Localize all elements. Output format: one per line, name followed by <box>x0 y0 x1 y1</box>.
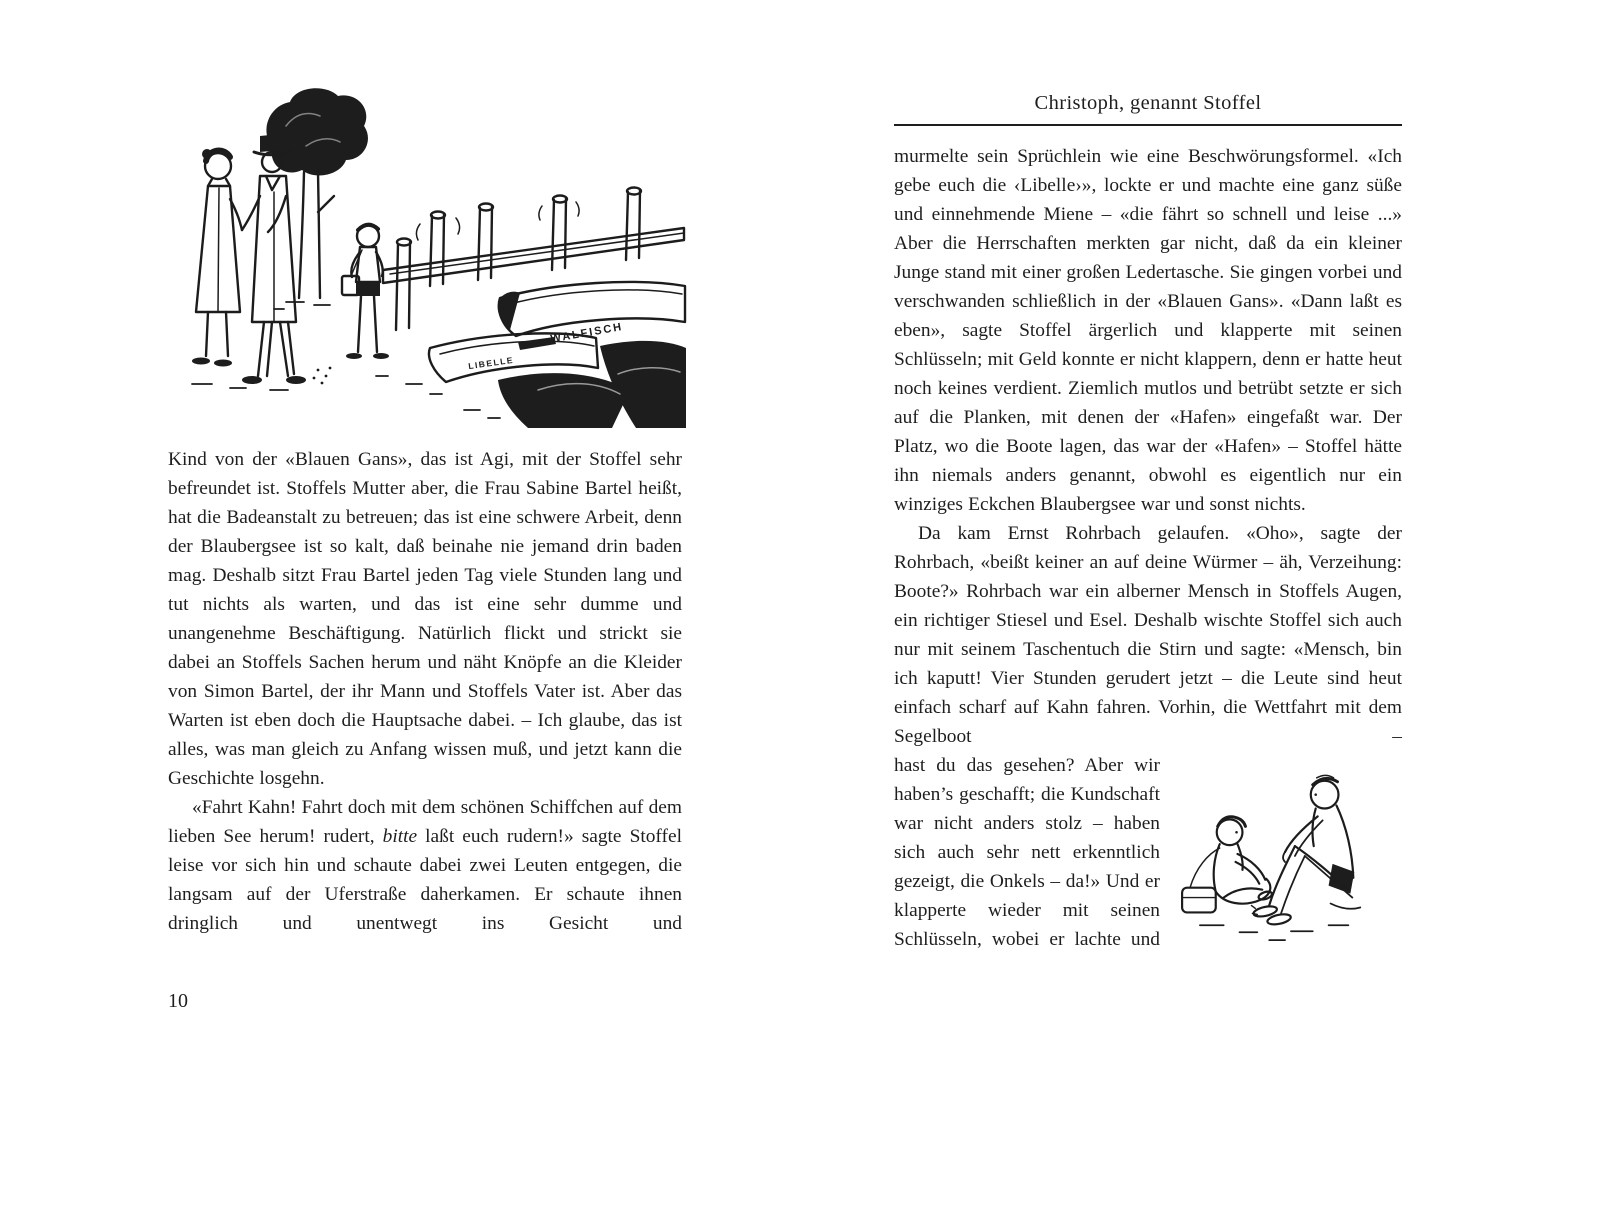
right-page-wrap-text <box>894 751 1160 954</box>
left-page <box>168 0 682 938</box>
water-strokes <box>376 376 500 418</box>
text-segment: Kind von der «Blauen Gans», das ist Agi, mit der Stoffel sehr befreundet ist. Stoffels Mutter aber, die Frau Sabine Bartel heißt, hat die Badeanstalt zu betreuen; das ist eine schwere Arbeit, denn der Blaubergsee ist so kalt, daß beinahe nie jemand drin baden mag. Deshalb sitzt Frau Bartel jeden Tag viele Stunden lang und tut nichts als warten, und das ist eine sehr dumme und unangenehme Beschäftigung. Natürlich flickt und strickt sie dabei an Stoffels Sachen herum und näht Knöpfe an die Kleider von Simon Bartel, der ihr Mann und Stoffels Vater ist. Aber das Warten ist eben doch die Hauptsache dabei. – Ich glaube, das ist alles, was man gleich zu Anfang wissen muß, und jetzt kann die Geschichte losgehn. <box>168 449 682 789</box>
right-boy-figure <box>1251 775 1360 926</box>
paragraph <box>894 142 1402 519</box>
mooring-posts <box>396 188 641 331</box>
paragraph <box>168 793 682 938</box>
text-segment: bitte <box>382 826 418 847</box>
paragraph <box>894 751 1160 954</box>
page-number: 10 <box>168 990 188 1012</box>
tree-trunk <box>299 172 320 298</box>
rowboats <box>429 282 686 428</box>
boys-sitting-illustration <box>1174 759 1402 961</box>
right-page <box>894 0 1402 961</box>
running-header <box>894 92 1402 126</box>
right-page-wrap-section <box>894 751 1402 961</box>
left-page-text <box>168 445 682 938</box>
boy-figure <box>342 225 389 359</box>
right-page-text <box>894 142 1402 751</box>
text-segment: Da kam Ernst Rohrbach gelaufen. «Oho», sagte der Rohrbach, «beißt keiner an auf deine Würmer – äh, Verzeihung: Boote?» Rohrbach war ein alberner Mensch in Stoffels Augen, ein richtiger Stiesel und Esel. Deshalb wischte Stoffel sich auch nur mit seinem Taschentuch die Stirn und sagte: «Mensch, bin ich kaputt! Vier Stunden gerudert jetzt – die Leute sind heut einfach scharf auf Kahn fahren. Vorhin, die Wettfahrt mit dem Segelboot – <box>894 523 1402 747</box>
paragraph <box>168 445 682 793</box>
paragraph <box>894 519 1402 751</box>
text-segment: hast du das gesehen? Aber wir haben’s geschafft; die Kundschaft war nicht anders stolz – haben sich auch sehr nett erkenntlich gezeigt, die Onkels – da!» Und er klapperte wieder mit seinen Schlüsseln, wobei er lachte und <box>894 755 1160 950</box>
boys-group <box>1182 775 1360 940</box>
boat-name-libelle: LIBELLE <box>467 354 515 372</box>
dock-scene-drawing <box>168 84 688 429</box>
text-segment: laßt euch rudern!» sagte Stoffel leise vor sich hin und schaute dabei zwei Leuten entgegen, die langsam auf der Uferstraße daherkamen. Er schaute ihnen dringlich und unentwegt ins Gesicht und <box>168 826 682 934</box>
left-boy-figure <box>1214 817 1273 904</box>
text-segment: murmelte sein Sprüchlein wie eine Beschwörungsformel. «Ich gebe euch die ‹Libelle›», lockte er und machte eine ganz süße und einnehmende Miene – «die fährt so schnell und leise ...» Aber die Herrschaften merkten gar nicht, daß da ein kleiner Junge stand mit einer großen Ledertasche. Sie gingen vorbei und verschwanden schließlich in der «Blauen Gans». «Dann laßt es eben», sagte Stoffel ärgerlich und klapperte mit seinen Schlüsseln; mit Geld konnte er nicht klappern, denn er hatte heut noch keines verdient. Ziemlich mutlos und betrübt setzte er sich auf die Planken, mit denen der «Hafen» eingefaßt war. Der Platz, wo die Boote lagen, das war der «Hafen» – Stoffel hätte ihn niemals anders genannt, obwohl es eigentlich nur ein winziges Eckchen Blaubergsee war und sonst nichts. <box>894 146 1402 515</box>
dock-scene-illustration <box>168 84 688 429</box>
ground-strokes <box>1200 925 1348 940</box>
boat-name-walfisch: WALFISCH <box>549 320 625 346</box>
dock-scene-group <box>192 88 686 428</box>
woman-figure <box>192 149 242 367</box>
boys-sitting-drawing <box>1174 759 1402 952</box>
text-segment: «Fahrt Kahn! Fahrt doch mit dem schönen Schiffchen auf dem lieben See herum! rudert, <box>168 797 682 847</box>
running-header-title: Christoph, genannt Stoffel <box>1034 92 1262 114</box>
